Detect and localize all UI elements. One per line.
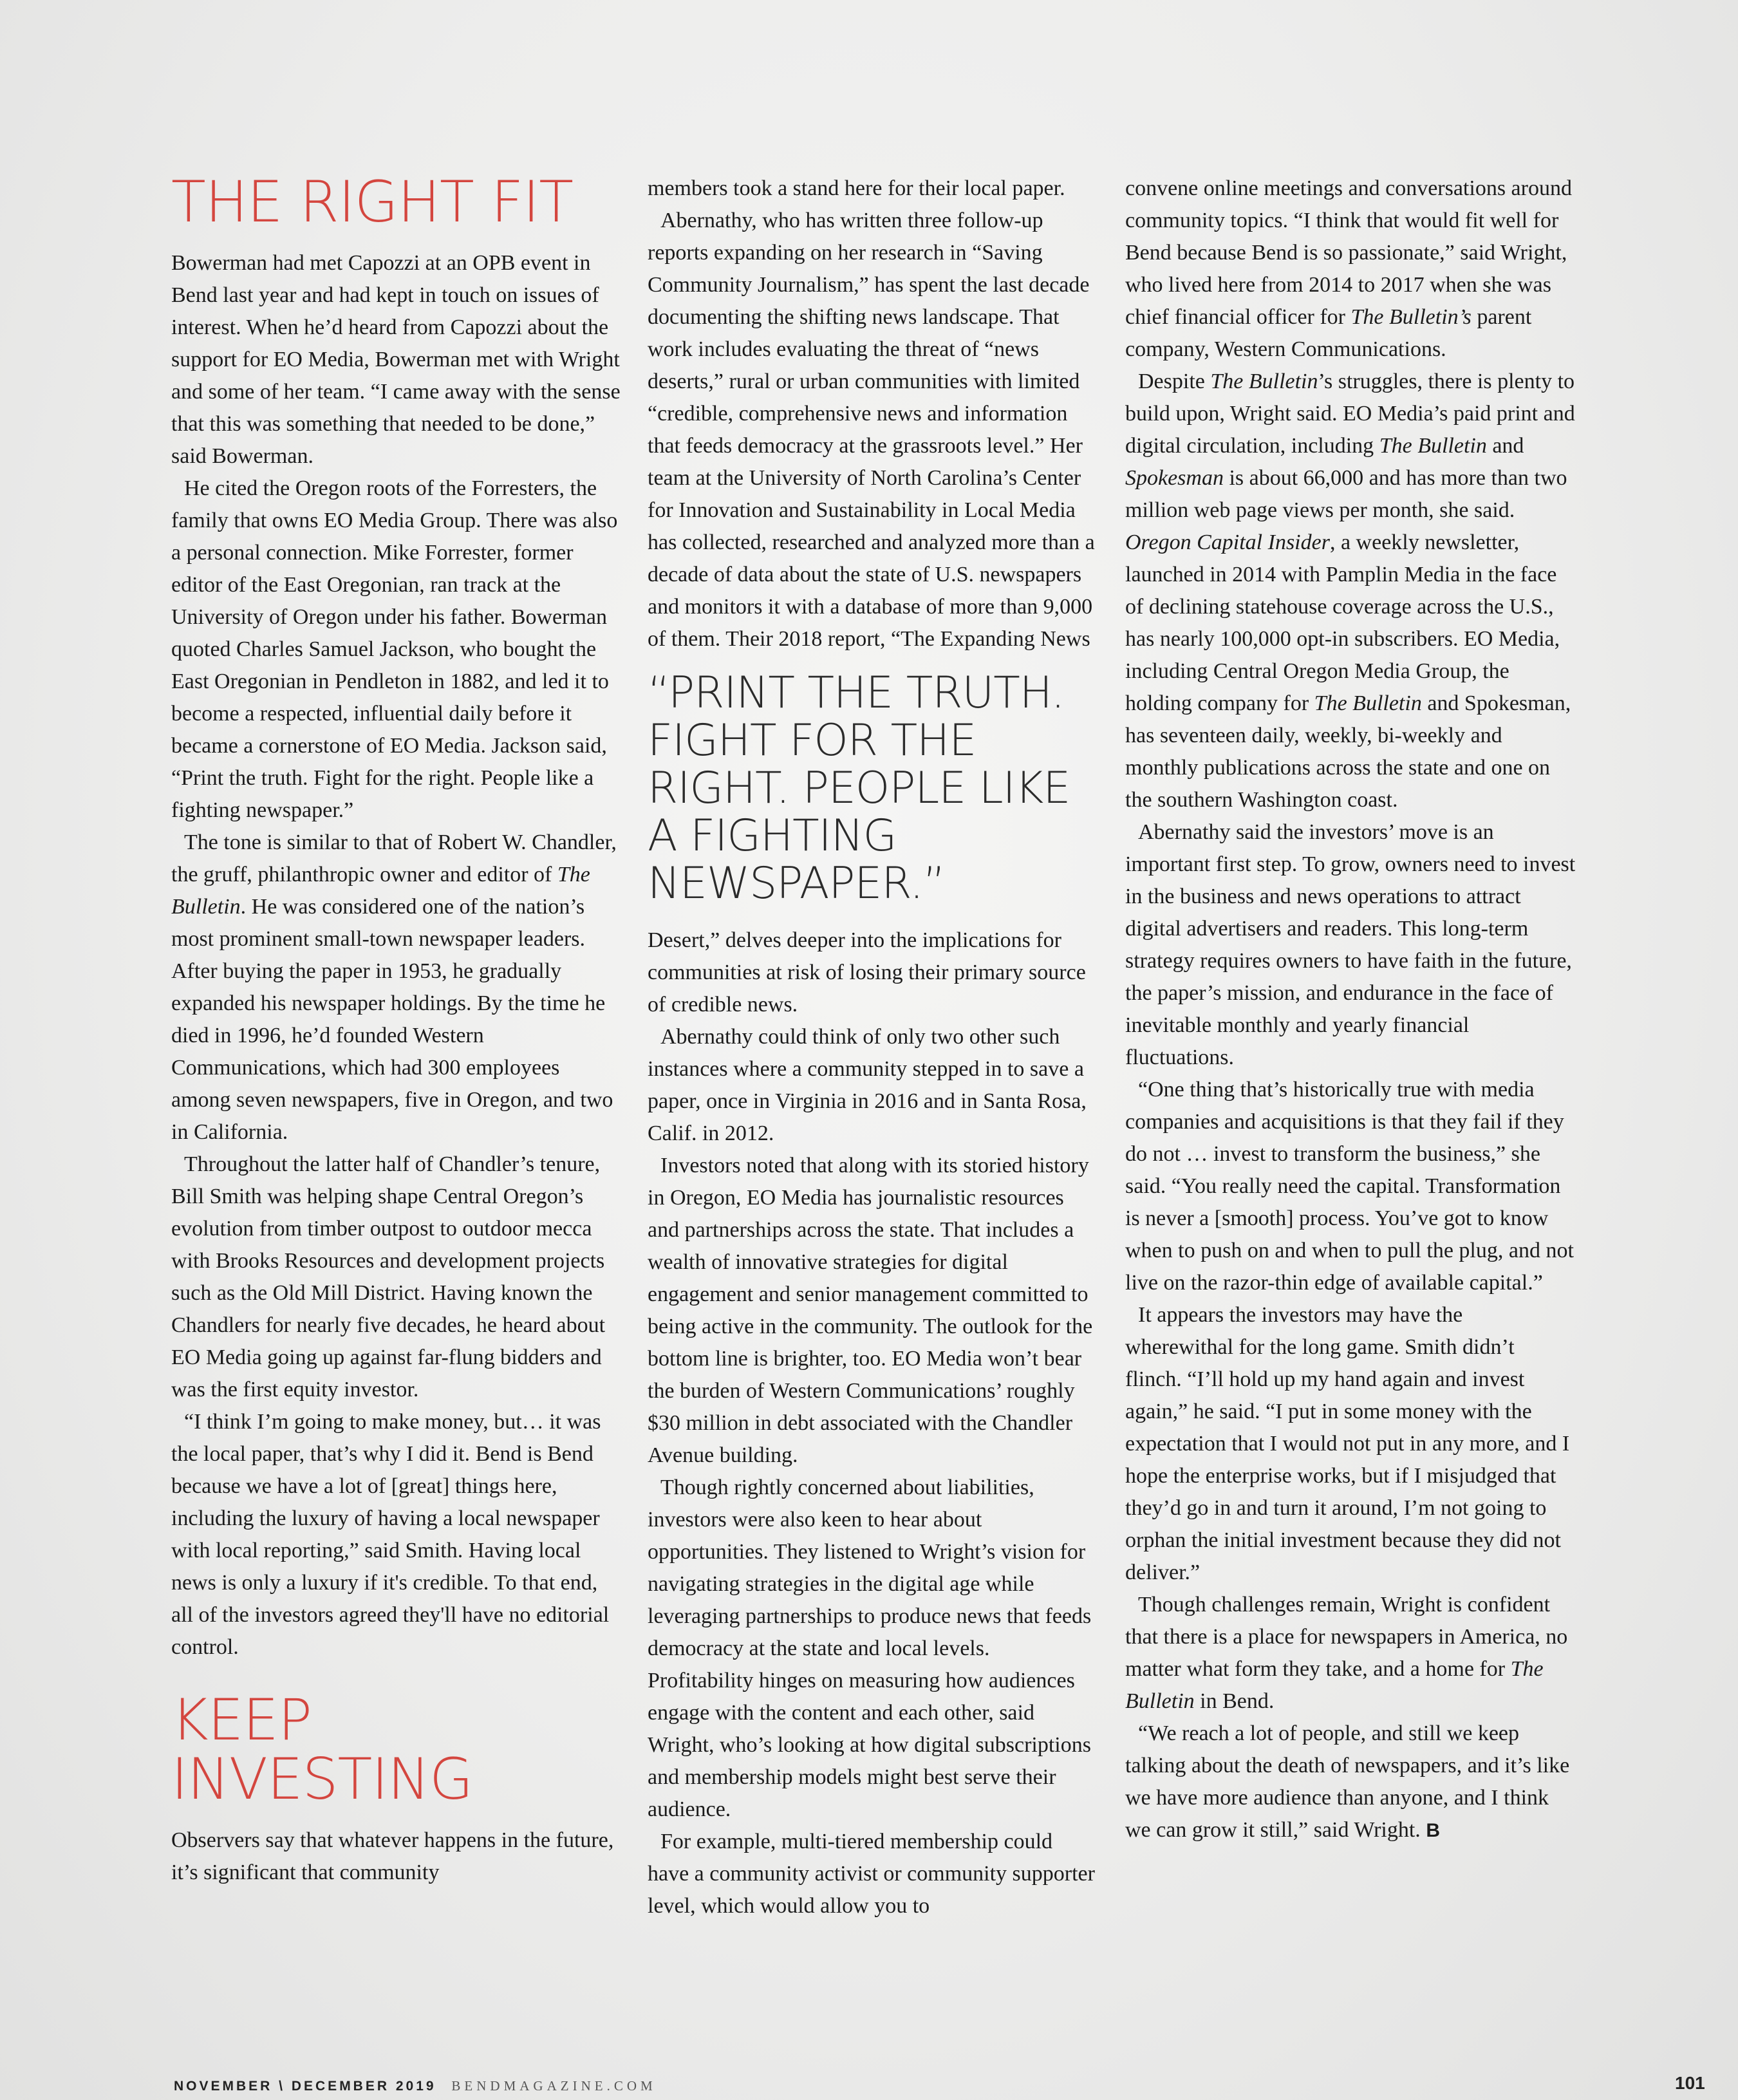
page-footer <box>174 2078 657 2094</box>
article-column-2 <box>648 173 1098 1922</box>
article-column-3 <box>1125 173 1576 1847</box>
body-paragraph: Despite The Bulletin’s struggles, there is plenty to build upon, Wright said. EO Media’s paid print and digital circulation, including The Bulletin and Spokesman is about 66,000 and has more than two million web page views per month, she said. Oregon Capital Insider, a weekly newsletter, launched in 2014 with Pamplin Media in the face of declining statehouse coverage across the U.S., has nearly 100,000 opt-in subscribers. EO Media, including Central Oregon Media Group, the holding company for The Bulletin and Spokesman, has seventeen daily, weekly, bi-weekly and monthly publications across the state and one on the southern Washington coast. <box>1125 370 1575 812</box>
body-paragraph: Abernathy, who has written three follow-up reports expanding on her research in “Saving Community Journalism,” has spent the last decade documenting the shifting news landscape. That work includes evaluating the threat of “news deserts,” rural or urban communities with limited “credible, comprehensive news and information that feeds democracy at the grassroots level.” Her team at the University of North Carolina’s Center for Innovation and Sustainability in Local Media has collected, researched and analyzed more than a decade of data about the state of U.S. newspapers and monitors it with a database of more than 9,000 of them. Their 2018 report, “The Expanding News <box>648 209 1095 651</box>
site-url: BENDMAGAZINE.COM <box>451 2078 657 2094</box>
body-paragraph: convene online meetings and conversations around community topics. “I think that would fit well for Bend because Bend is so passionate,” said Wright, who lived here from 2014 to 2017 when she was chief financial officer for The Bulletin’s parent company, Western Communications. <box>1125 176 1572 361</box>
body-paragraph: Investors noted that along with its storied history in Oregon, EO Media has journalistic resources and partnerships across the state. That includes a wealth of innovative strategies for digital engagement and senior management committed to being active in the community. The outlook for the bottom line is brighter, too. EO Media won’t bear the burden of Western Communications’ roughly $30 million in debt associated with the Chandler Avenue building. <box>648 1154 1093 1467</box>
body-paragraph: The tone is similar to that of Robert W. Chandler, the gruff, philanthropic owner and editor of The Bulletin. He was considered one of the nation’s most prominent small-town newspaper leaders. After buying the paper in 1953, he gradually expanded his newspaper holdings. By the time he died in 1996, he’d founded Western Communications, which had 300 employees among seven newspapers, five in Oregon, and two in California. <box>171 830 617 1144</box>
pull-quote: “PRINT THE TRUTH. FIGHT FOR THE RIGHT. PEOPLE LIKE A FIGHTING NEWSPAPER.” <box>648 668 1070 909</box>
body-paragraph: “We reach a lot of people, and still we keep talking about the death of newspapers, and it’s like we have more audience than anyone, and I think we can grow it still,” said Wright. B <box>1125 1721 1570 1842</box>
section-heading-right-fit: THE RIGHT FIT <box>171 169 574 235</box>
body-paragraph: Abernathy could think of only two other such instances where a community stepped in to save a paper, once in Virginia in 2016 and in Santa Rosa, Calif. in 2012. <box>648 1025 1087 1145</box>
body-paragraph: Bowerman had met Capozzi at an OPB event in Bend last year and had kept in touch on issues of interest. When he’d heard from Capozzi about the support for EO Media, Bowerman met with Wright and some of her team. “I came away with the sense that this was something that needed to be done,” said Bowerman. <box>171 251 621 468</box>
issue-date: NOVEMBER \ DECEMBER 2019 <box>174 2079 436 2094</box>
body-paragraph: Though rightly concerned about liabilities, investors were also keen to hear about opportunities. They listened to Wright’s vision for navigating strategies in the digital age while leveraging partnerships to produce news that feeds democracy at the state and local levels. Profitability hinges on measuring how audiences engage with the content and each other, said Wright, who’s looking at how digital subscriptions and membership models might best serve their audience. <box>648 1476 1092 1821</box>
body-paragraph: “One thing that’s historically true with media companies and acquisitions is that they fail if they do not … invest to transform the business,” she said. “You really need the capital. Transformation is never a [smooth] process. You’ve got to know when to push on and when to pull the plug, and not live on the razor-thin edge of available capital.” <box>1125 1078 1574 1295</box>
body-paragraph: He cited the Oregon roots of the Forresters, the family that owns EO Media Group. There was also a personal connection. Mike Forrester, former editor of the East Oregonian, ran track at the University of Oregon under his father. Bowerman quoted Charles Samuel Jackson, who bought the East Oregonian in Pendleton in 1882, and led it to become a respected, influential daily before it became a cornerstone of EO Media. Jackson said, “Print the truth. Fight for the right. People like a fighting newspaper.” <box>171 476 618 822</box>
body-paragraph: Throughout the latter half of Chandler’s tenure, Bill Smith was helping shape Central Oregon’s evolution from timber outpost to outdoor mecca with Brooks Resources and development projects such as the Old Mill District. Having known the Chandlers for nearly five decades, he heard about EO Media going up against far-flung bidders and was the first equity investor. <box>171 1152 606 1402</box>
body-paragraph: “I think I’m going to make money, but… it was the local paper, that’s why I did it. Bend is Bend because we have a lot of [great] things here, including the luxury of having a local newspaper with local reporting,” said Smith. Having local news is only a luxury if it's credible. To that end, all of the investors agreed they'll have no editorial control. <box>171 1410 610 1659</box>
body-paragraph: For example, multi-tiered membership could have a community activist or community supporter level, which would allow you to <box>648 1830 1095 1918</box>
end-mark-icon: B <box>1426 1820 1440 1841</box>
section-heading-keep-investing: KEEP INVESTING <box>171 1687 473 1812</box>
body-paragraph: Though challenges remain, Wright is confident that there is a place for newspapers in America, no matter what form they take, and a home for The Bulletin in Bend. <box>1125 1593 1568 1713</box>
body-paragraph: Abernathy said the investors’ move is an important first step. To grow, owners need to invest in the business and news operations to attract digital advertisers and readers. This long-term strategy requires owners to have faith in the future, the paper’s mission, and endurance in the face of inevitable monthly and yearly financial fluctuations. <box>1125 820 1576 1069</box>
body-paragraph: Observers say that whatever happens in the future, it’s significant that community <box>171 1828 614 1884</box>
article-column-1 <box>171 169 622 1889</box>
body-paragraph: Desert,” delves deeper into the implications for communities at risk of losing their primary source of credible news. <box>648 928 1086 1017</box>
body-paragraph: members took a stand here for their local paper. <box>648 176 1065 200</box>
body-paragraph: It appears the investors may have the wherewithal for the long game. Smith didn’t flinch. “I’ll hold up my hand again and invest again,” he said. “I put in some money with the expectation that I would not put in any more, and I hope the enterprise works, but if I misjudged that they’d go in and turn it around, I’m not going to orphan the initial investment because they did not deliver.” <box>1125 1303 1570 1584</box>
page-number: 101 <box>1675 2073 1705 2093</box>
